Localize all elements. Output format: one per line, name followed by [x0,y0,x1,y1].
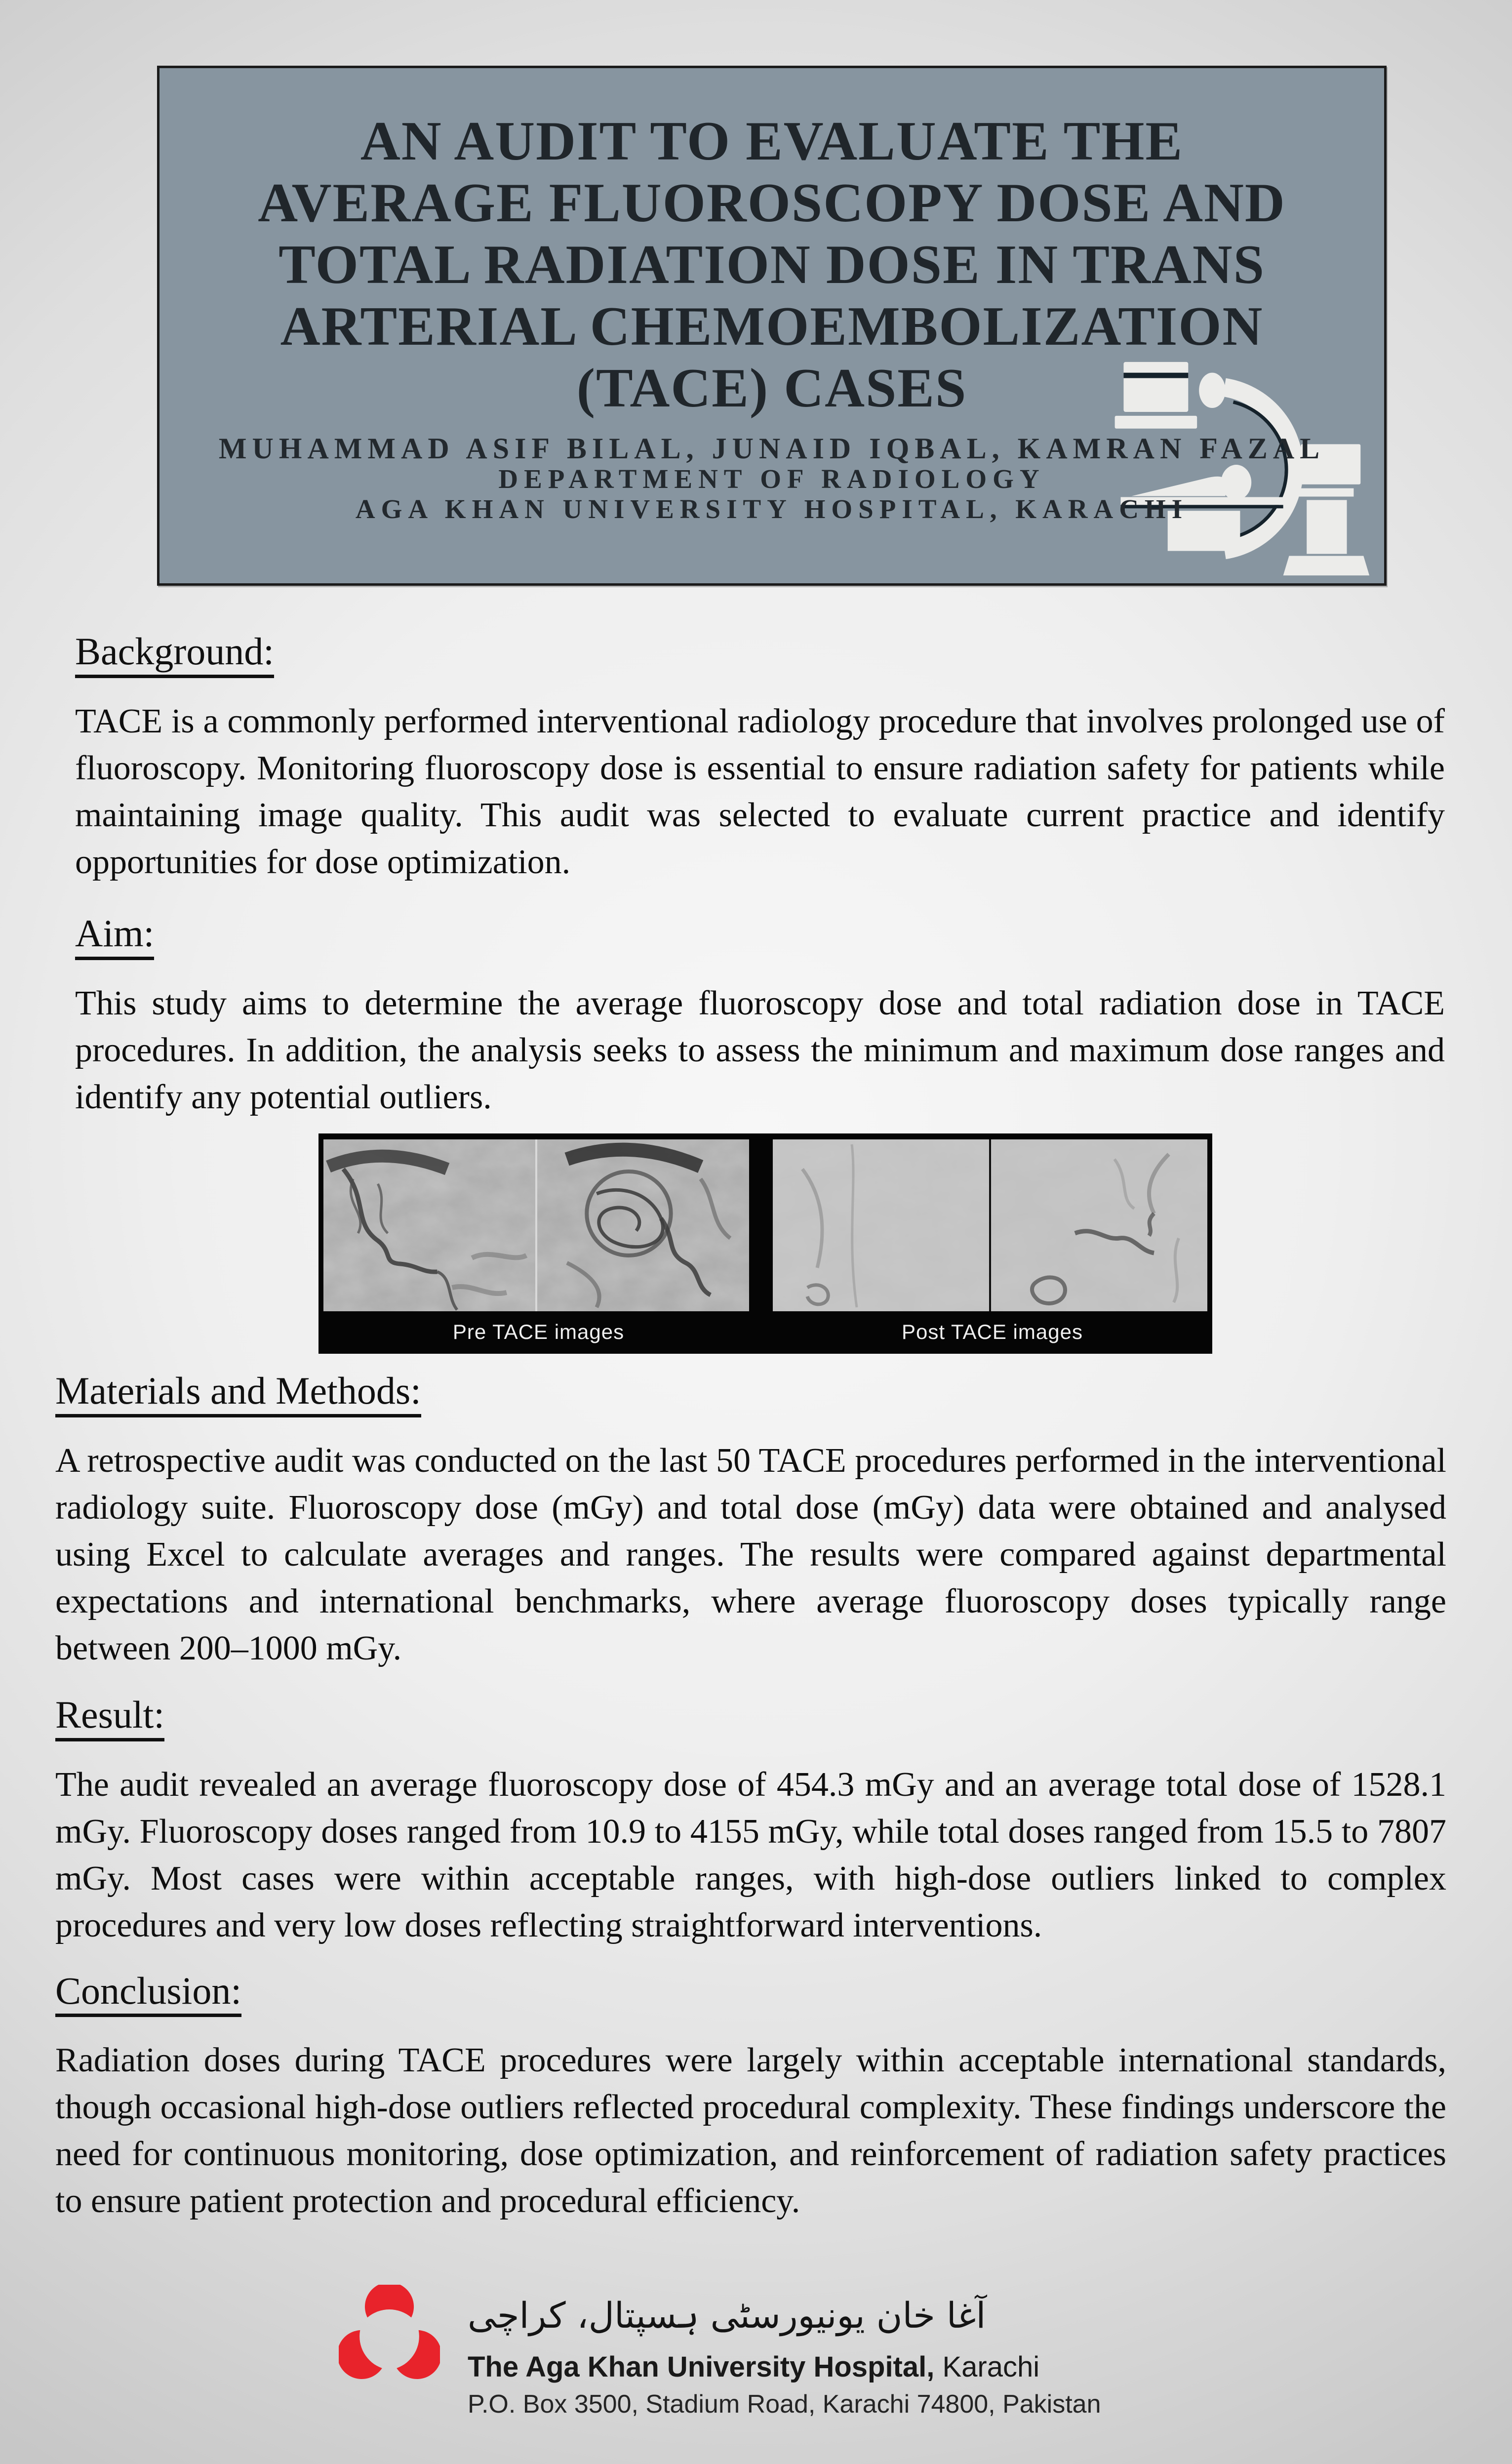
section-heading: Conclusion: [55,1971,241,2018]
section-materials-methods [0,1371,1512,1672]
pre-tace-angiogram-2 [537,1139,749,1311]
hospital-address: P.O. Box 3500, Stadium Road, Karachi 74800, Pakistan [468,2390,1101,2419]
angiography-figure-strip [318,1133,1212,1354]
authors-line: MUHAMMAD ASIF BILAL, JUNAID IQBAL, KAMRAN FAZAL [218,432,1325,465]
figure-labels-row [323,1311,1207,1353]
section-result [0,1695,1512,1949]
header-panel [157,66,1387,586]
post-tace-image-group [773,1139,1207,1311]
post-tace-label: Post TACE images [902,1320,1083,1343]
poster-title-line: ARTERIAL CHEMOEMBOLIZATION [280,296,1264,357]
poster-title-line: AN AUDIT TO EVALUATE THE [360,111,1184,172]
pre-tace-label: Pre TACE images [452,1320,625,1343]
institution-line: AGA KHAN UNIVERSITY HOSPITAL, KARACHI [355,494,1189,524]
section-body: TACE is a commonly performed interventional radiology procedure that involves prolonged use of fluoroscopy. Monitoring fluoroscopy dose is essential to ensure radiation safety for patients while maintaining image quality. This audit was selected to evaluate current practice and identify opportunities for dose optimization. [75,702,1445,881]
section-body: A retrospective audit was conducted on the last 50 TACE procedures performed in the interventional radiology suite. Fluoroscopy dose (mGy) and total dose (mGy) data were obtained and analysed using Excel to calculate averages and ranges. The results were compared against departmental expectations and international benchmarks, where average fluoroscopy doses typically range between 200–1000 mGy. [55,1441,1446,1667]
hospital-name-bold: The Aga Khan University Hospital, [468,2351,935,2383]
post-tace-angiogram-1 [773,1139,989,1311]
section-aim [0,913,1512,1121]
section-body: The audit revealed an average fluoroscopy dose of 454.3 mGy and an average total dose of 1528.1 mGy. Fluoroscopy doses ranged from 10.9 to 4155 mGy, while total doses ranged from 15.5 to 7807 mGy. Most cases were within acceptable ranges, with high-dose outliers linked to complex procedures and very low doses reflecting straightforward interventions. [55,1765,1446,1944]
section-heading: Aim: [75,913,154,960]
section-heading: Materials and Methods: [55,1371,421,1417]
hospital-name-urdu: آغا خان یونیورسٹی ہسپتال، کراچی [468,2295,986,2336]
section-body: This study aims to determine the average fluoroscopy dose and total radiation dose in TACE procedures. In addition, the analysis seeks to assess the minimum and maximum dose ranges and identify any potential outliers. [75,984,1445,1116]
section-heading: Background: [75,631,274,678]
section-body: Radiation doses during TACE procedures were largely within acceptable international standards, though occasional high-dose outliers reflected procedural complexity. These findings underscore the need for continuous monitoring, dose optimization, and reinforcement of radiation safety practices to ensure patient protection and procedural efficiency. [55,2041,1446,2221]
section-background [0,631,1512,886]
hospital-name-city: Karachi [934,2351,1040,2383]
aga-khan-university-logo-icon [339,2285,440,2387]
poster-title-line: AVERAGE FLUOROSCOPY DOSE AND [258,172,1286,234]
pre-tace-angiogram-1 [323,1139,535,1311]
poster-title-line: (TACE) CASES [576,358,967,419]
hospital-name-line [468,2352,1101,2383]
section-conclusion [0,1971,1512,2225]
footer [339,2285,1101,2418]
poster-title-line: TOTAL RADIATION DOSE IN TRANS [279,234,1265,295]
post-tace-angiogram-2 [991,1139,1207,1311]
department-line: DEPARTMENT OF RADIOLOGY [498,464,1045,494]
angiography-images-row [323,1139,1207,1311]
section-heading: Result: [55,1695,164,1741]
footer-text-block [468,2285,1101,2418]
pre-tace-image-group [323,1139,749,1311]
authors-block [159,433,1384,524]
